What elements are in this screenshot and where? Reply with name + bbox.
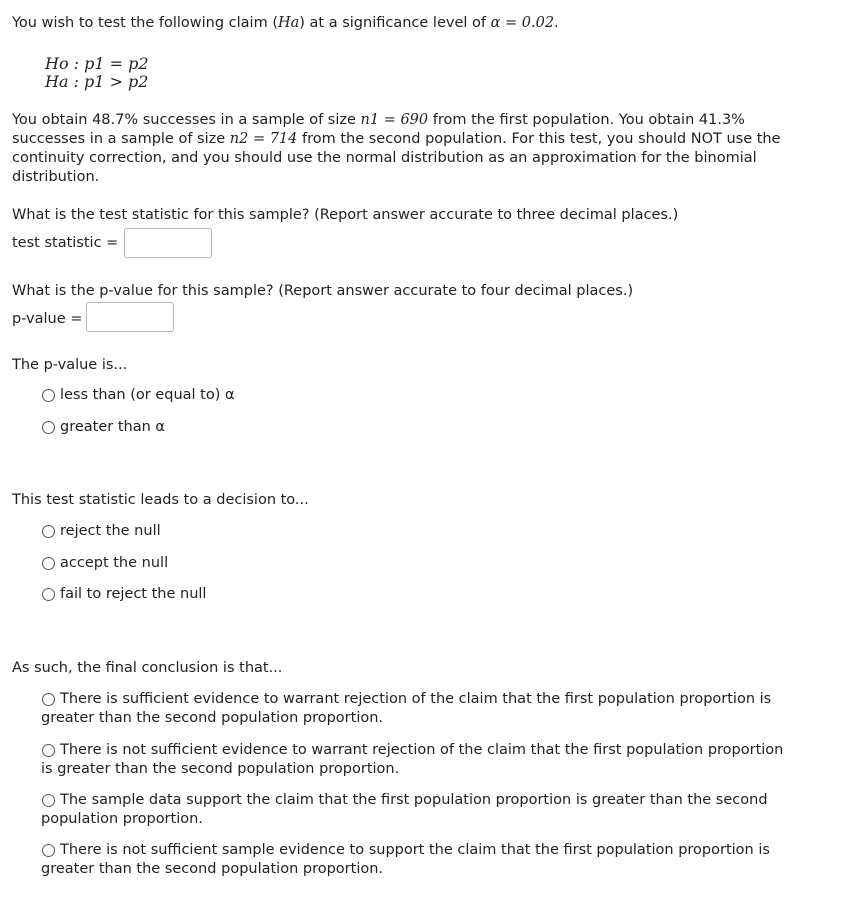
alternative-hypothesis: Ha : p1 > p2 [45, 72, 149, 91]
decision-option-accept[interactable] [42, 554, 168, 573]
conclusion-option-1[interactable] [42, 690, 820, 728]
option-label: reject the null [60, 523, 161, 539]
option-label: less than (or equal to) α [60, 387, 235, 403]
radio-button[interactable] [42, 389, 55, 402]
radio-button[interactable] [42, 525, 55, 538]
option-line-2: greater than the second population proportion. [41, 861, 384, 877]
setup-line-4: distribution. [12, 169, 100, 185]
compare-option-greater[interactable] [42, 418, 165, 437]
setup-line-2 [12, 130, 781, 148]
intro-middle: ) at a significance level of [299, 15, 491, 31]
option-line-1: There is not sufficient evidence to warrant rejection of the claim that the first population proportion [60, 742, 784, 758]
setup-line-3: continuity correction, and you should use the normal distribution as an approximation for the binomial [12, 150, 757, 166]
alpha-expression: α = 0.02 [490, 15, 555, 31]
option-label [41, 690, 820, 728]
test-statistic-input[interactable] [124, 228, 212, 258]
null-hypothesis: Ho : p1 = p2 [45, 54, 149, 73]
conclusion-option-4[interactable] [42, 841, 820, 879]
conclusion-option-2[interactable] [42, 741, 820, 779]
option-line-1: The sample data support the claim that the first population proportion is greater than the second [60, 792, 768, 808]
option-line-2: is greater than the second population proportion. [41, 761, 400, 777]
decision-prompt: This test statistic leads to a decision to... [12, 492, 309, 508]
radio-button[interactable] [42, 744, 55, 757]
intro-line [12, 14, 559, 32]
setup-text-2: from the first population. You obtain 41.3% [428, 112, 745, 128]
p-value-prompt: What is the p-value for this sample? (Report answer accurate to four decimal places.) [12, 283, 634, 299]
option-label: accept the null [60, 555, 169, 571]
radio-button[interactable] [42, 557, 55, 570]
setup-text-3: successes in a sample of size [12, 131, 230, 147]
p-value-input[interactable] [86, 302, 174, 332]
option-line-2: greater than the second population proportion. [41, 710, 384, 726]
intro-suffix: . [554, 15, 559, 31]
option-label: greater than α [60, 419, 165, 435]
setup-text-1: You obtain 48.7% successes in a sample of size [12, 112, 361, 128]
compare-option-less-equal[interactable] [42, 386, 235, 405]
compare-prompt: The p-value is... [12, 357, 128, 373]
option-line-2: population proportion. [41, 811, 203, 827]
conclusion-prompt: As such, the final conclusion is that... [12, 660, 283, 676]
radio-button[interactable] [42, 421, 55, 434]
conclusion-option-3[interactable] [42, 791, 820, 829]
intro-prefix: You wish to test the following claim ( [12, 15, 278, 31]
setup-text-4: from the second population. For this test, you should NOT use the [297, 131, 781, 147]
claim-symbol: Ha [277, 15, 300, 31]
radio-button[interactable] [42, 588, 55, 601]
test-statistic-prompt: What is the test statistic for this sample? (Report answer accurate to three decimal places.) [12, 207, 679, 223]
radio-button[interactable] [42, 693, 55, 706]
option-label [41, 741, 820, 779]
radio-button[interactable] [42, 794, 55, 807]
decision-option-fail-to-reject[interactable] [42, 585, 206, 604]
n2-expression: n2 = 714 [229, 131, 298, 147]
radio-button[interactable] [42, 844, 55, 857]
p-value-label: p-value = [12, 311, 83, 327]
setup-line-1 [12, 111, 745, 129]
n1-expression: n1 = 690 [360, 112, 429, 128]
option-line-1: There is not sufficient sample evidence to support the claim that the first population proportion is [60, 842, 770, 858]
option-label [41, 791, 820, 829]
test-statistic-label: test statistic = [12, 235, 119, 251]
option-line-1: There is sufficient evidence to warrant rejection of the claim that the first population proportion is [60, 691, 772, 707]
decision-option-reject[interactable] [42, 522, 161, 541]
option-label: fail to reject the null [60, 586, 207, 602]
option-label [41, 841, 820, 879]
